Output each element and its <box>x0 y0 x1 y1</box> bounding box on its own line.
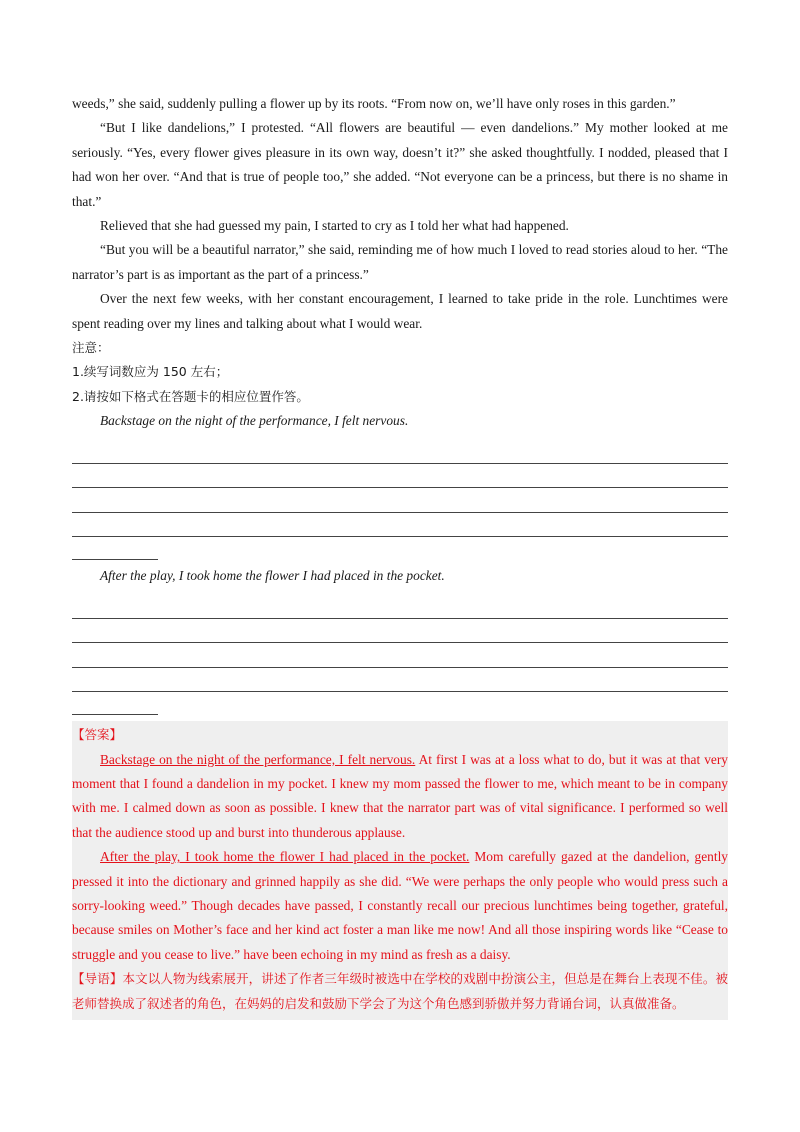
answer-lines-first <box>72 440 728 561</box>
writing-line[interactable] <box>72 619 728 643</box>
passage-paragraph-2: “But I like dandelions,” I protested. “All flowers are beautiful — even dandelions.” My mother looked at me seriously. “Yes, every flower gives pleasure in its own way, doesn’t it?” she asked thoughtfully. I nodded, pleased that I had won her over. “And that is true of people too,” she added. “Not everyone can be a princess, but there is no shame in that.” <box>72 120 728 209</box>
passage-paragraph-3: Relieved that she had guessed my pain, I started to cry as I told her what had happened. <box>100 218 569 234</box>
writing-line[interactable] <box>72 488 728 512</box>
prompt-first-paragraph: Backstage on the night of the performance, I felt nervous. <box>100 413 409 429</box>
writing-line-short[interactable] <box>72 692 158 715</box>
document-content <box>72 92 728 1020</box>
passage-paragraph-1: weeds,” she said, suddenly pulling a flower up by its roots. “From now on, we’ll have only roses in this garden.” <box>72 96 676 111</box>
guide-text: 本文以人物为线索展开，讲述了作者三年级时被选中在学校的戏剧中扮演公主，但总是在舞台上表现不佳。被老师替换成了叙述者的角色，在妈妈的启发和鼓励下学会了为这个角色感到骄傲并努力背诵台词，认真做准备。 <box>72 971 728 1011</box>
notes-heading: 注意： <box>72 340 110 356</box>
writing-line[interactable] <box>72 440 728 464</box>
passage-paragraph-4: “But you will be a beautiful narrator,” she said, reminding me of how much I loved to read stories aloud to her. “The narrator’s part is as important as the part of a princess.” <box>72 242 728 282</box>
answer-paragraph-1-body: At first I was at a loss what to do, but it was at that very moment that I found a dandelion in my pocket. I knew my mom passed the flower to me, which meant to be in company with me. I calmed down as soon as possible. I knew that the narrator part was of vital significance. I performed so well that the audience stood up and burst into thunderous applause. <box>72 751 729 840</box>
writing-line[interactable] <box>72 643 728 667</box>
answer-paragraph-1-lead: Backstage on the night of the performance, I felt nervous. <box>100 751 416 767</box>
answer-paragraph-2 <box>72 845 728 967</box>
answer-lines-second <box>72 595 728 716</box>
answer-block <box>72 721 728 1020</box>
answer-label: 【答案】 <box>72 727 123 743</box>
answer-paragraph-2-lead: After the play, I took home the flower I had placed in the pocket. <box>100 849 470 865</box>
notes-item-2: 2.请按如下格式在答题卡的相应位置作答。 <box>72 388 309 404</box>
notes-item-1: 1.续写词数应为 150 左右； <box>72 364 229 380</box>
writing-line-short[interactable] <box>72 537 158 560</box>
passage-paragraph-5: Over the next few weeks, with her constant encouragement, I learned to take pride in the role. Lunchtimes were spent reading over my lines and talking about what I would wear. <box>72 291 728 331</box>
writing-line[interactable] <box>72 513 728 537</box>
prompt-second-paragraph: After the play, I took home the flower I had placed in the pocket. <box>100 568 445 584</box>
writing-line[interactable] <box>72 464 728 488</box>
guide-paragraph <box>72 967 728 1016</box>
writing-line[interactable] <box>72 595 728 619</box>
answer-paragraph-2-body: Mom carefully gazed at the dandelion, gently pressed it into the dictionary and grinned happily as she did. “We were perhaps the only people who would press such a sorry-looking weed.” Though decades have passed, I constantly recall our precious lunchtimes being together, grateful, because smiles on Mother’s face and her kind act foster a man like me now! And all those inspiring words like “Cease to struggle and you cease to live.” have been echoing in my mind as fresh as a daisy. <box>72 849 728 962</box>
guide-label: 【导语】 <box>72 971 123 987</box>
answer-paragraph-1 <box>72 748 728 846</box>
writing-line[interactable] <box>72 668 728 692</box>
